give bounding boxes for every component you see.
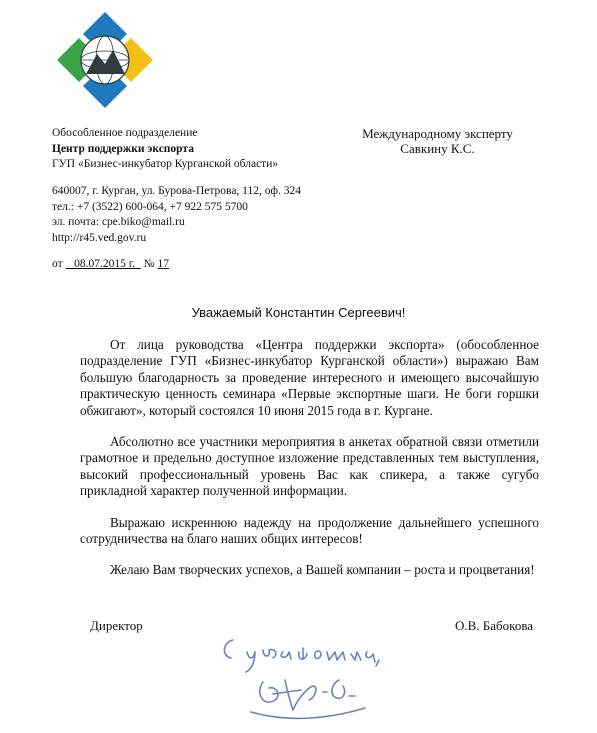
reg-number: 17 [157, 258, 170, 270]
url-label: http:// [52, 231, 80, 244]
addressee-line-1: Международному эксперту [362, 126, 513, 141]
registration-line [52, 258, 169, 270]
url-value[interactable]: r45.ved.gov.ru [79, 231, 147, 244]
organization-logo [55, 10, 155, 110]
email-value[interactable]: cpe.biko@mail.ru [101, 216, 185, 228]
letter-paragraph-1: От лица руководства «Центра поддержки экспорта» (обособленное подразделение ГУП «Бизнес-инкубатор Курганской области») выражаю Вам большую благодарность за проведение интересного и имеющего высочайшую практическую ценность семинара «Первые экспортные шаги. Не боги горшки обжигают», который состоялся 10 июня 2015 года в г. Кургане. [80, 337, 539, 418]
greeting: Уважаемый Константин Сергеевич! [191, 305, 406, 320]
email-line [52, 215, 301, 231]
reg-from-label: от [52, 258, 63, 270]
letter-paragraph-3: Выражаю искреннюю надежду на продолжение дальнейшего успешного сотрудничества на благо наших общих интересов! [80, 515, 539, 547]
addressee-line-2: Савкину К.С. [400, 141, 475, 156]
address-line: 640007, г. Курган, ул. Бурова-Петрова, 112, оф. 324 [52, 185, 301, 197]
handwritten-signature [215, 630, 385, 725]
director-title: Директор [90, 618, 143, 633]
sender-block [52, 126, 278, 173]
letter-paragraph-4: Желаю Вам творческих успехов, а Вашей компании – роста и процветания! [110, 562, 535, 577]
phone-value: +7 (3522) 600-064, +7 922 575 5700 [76, 200, 248, 213]
addressee-block [340, 126, 535, 156]
sender-line-1: Обособленное подразделение [52, 127, 198, 139]
sender-line-3: ГУП «Бизнес-инкубатор Курганской области» [52, 158, 279, 170]
letter-paragraph-2: Абсолютно все участники мероприятия в анкетах обратной связи отметили грамотное и предельно доступное изложение представленных тем выступления, высокий профессиональный уровень Вас как спикера, а также сугубо прикладной характер полученной информации. [80, 434, 539, 499]
phone-label: тел.: [52, 200, 74, 213]
signer-name: О.В. Бабокова [455, 618, 534, 633]
sender-line-2: Центр поддержки экспорта [52, 142, 194, 155]
phone-line [52, 200, 301, 216]
reg-number-label: № [143, 258, 155, 270]
contacts-block [52, 184, 301, 246]
url-line [52, 231, 301, 247]
reg-date: 08.07.2015 г. [74, 258, 136, 270]
email-label: эл. почта: [52, 216, 100, 228]
